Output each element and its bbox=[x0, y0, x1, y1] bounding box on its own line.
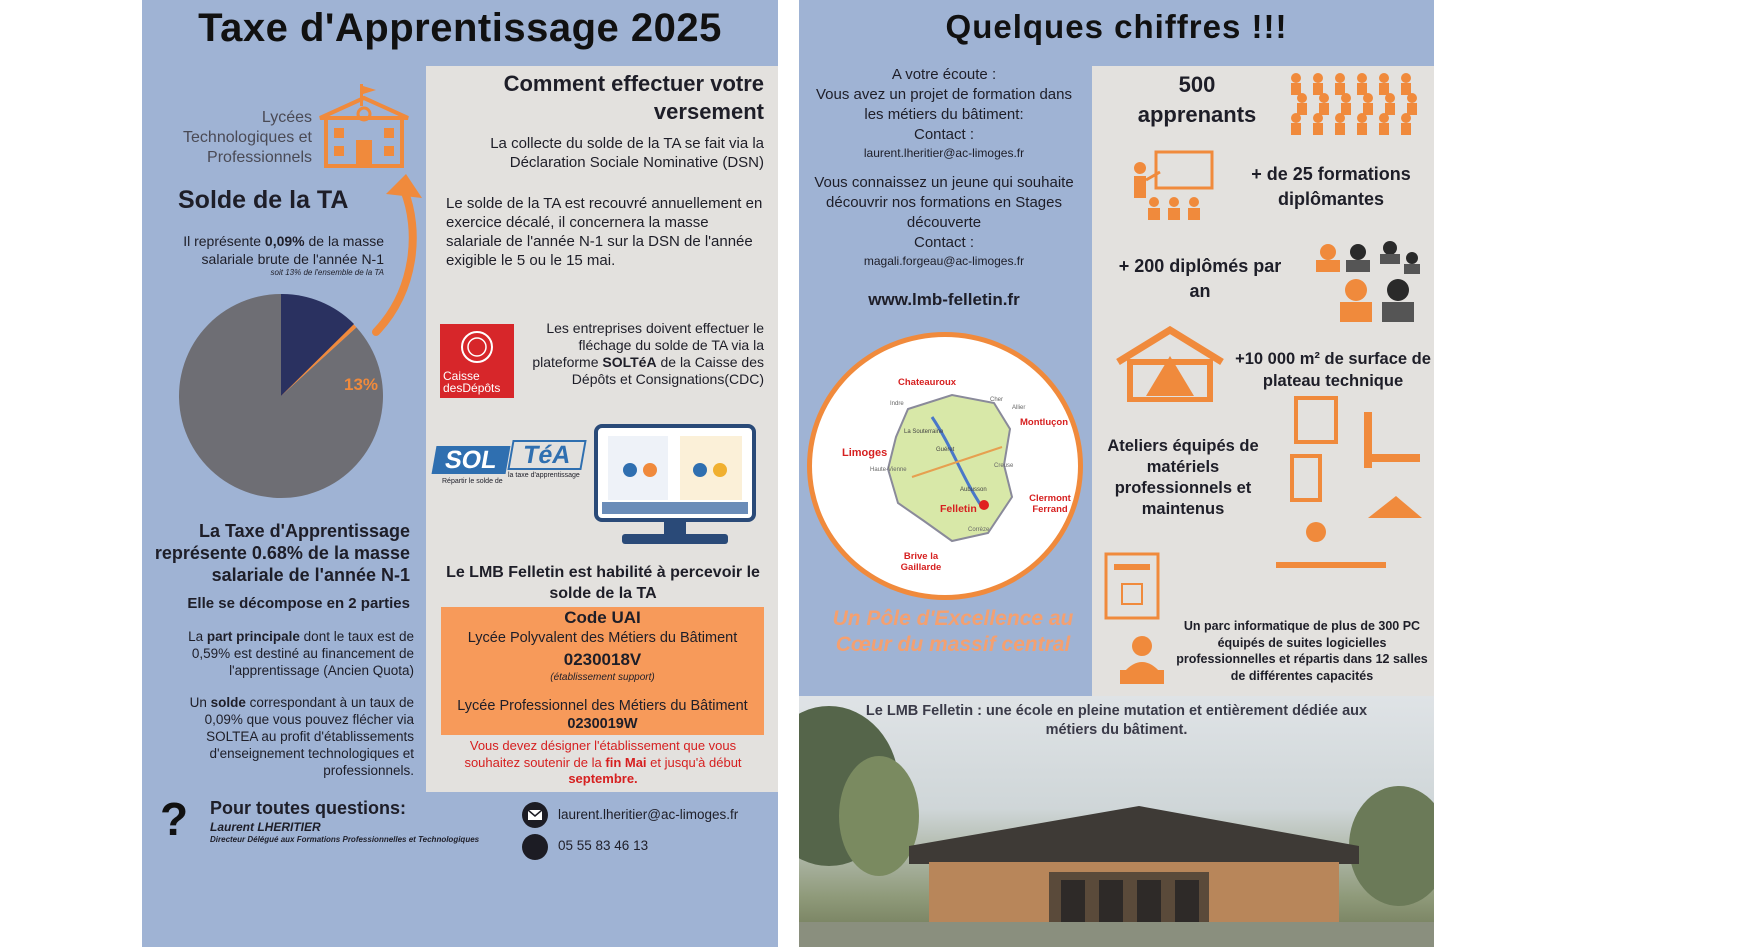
howto-p2: Le solde de la TA est recouvré annuellement en exercice décalé, il concernera la masse salariale de l'année N-1 sur la DSN de l'année exigible le 5 ou le 15 mai. bbox=[446, 195, 763, 269]
crowd-person-head bbox=[1401, 113, 1411, 123]
crowd-person-head bbox=[1319, 93, 1329, 103]
crowd-person-body bbox=[1297, 103, 1307, 115]
crowd-person-head bbox=[1379, 113, 1389, 123]
stat-diplomes: + 200 diplômés par an bbox=[1118, 256, 1282, 301]
contact-role: Directeur Délégué aux Formations Professionnelles et Technologiques bbox=[210, 835, 480, 844]
teacher-icon bbox=[1128, 150, 1216, 222]
uai-lycee1: Lycée Polyvalent des Métiers du Bâtiment bbox=[467, 630, 738, 646]
crowd-person-head bbox=[1313, 113, 1323, 123]
ecoute-text: A votre écoute : Vous avez un projet de formation dans les métiers du bâtiment: Contact : bbox=[816, 66, 1072, 143]
map-label-souterraine: La Souterraine bbox=[904, 429, 944, 435]
cdc-text: Les entreprises doivent effectuer le fléchage du solde de TA via la plateforme SOLTéA de la Caisse des Dépôts et Consignations(CDC) bbox=[532, 320, 764, 387]
crowd-person-body bbox=[1363, 103, 1373, 115]
graduates-icon bbox=[1310, 234, 1426, 324]
crowd-person-body bbox=[1341, 103, 1351, 115]
map-label-haute-vienne: Haute-Vienne bbox=[870, 467, 907, 473]
tools-icons bbox=[1276, 392, 1426, 578]
crowd-person-head bbox=[1379, 73, 1389, 83]
crowd-person-head bbox=[1291, 113, 1301, 123]
crowd-person-head bbox=[1357, 113, 1367, 123]
school-building-image bbox=[799, 696, 1434, 947]
crowd-person-body bbox=[1385, 103, 1395, 115]
stat-ateliers: Ateliers équipés de matériels professionnels et maintenus bbox=[1107, 437, 1259, 518]
right-title: Quelques chiffres !!! bbox=[945, 8, 1288, 45]
part1-text: La part principale dont le taux est de 0,59% est destiné au financement de l'apprentissage (Ancien Quota) bbox=[188, 629, 414, 678]
stat-surface: +10 000 m² de surface de plateau technique bbox=[1235, 350, 1431, 390]
crowd-person-body bbox=[1379, 83, 1389, 95]
crowd-person-head bbox=[1357, 73, 1367, 83]
stat-formations: + de 25 formations diplômantes bbox=[1251, 164, 1411, 209]
crowd-person-body bbox=[1407, 103, 1417, 115]
map-label-cher: Cher bbox=[990, 397, 1004, 403]
ta-heading: La Taxe d'Apprentissage représente 0.68% de la masse salariale de l'année N-1 bbox=[154, 521, 410, 585]
crowd-person-head bbox=[1401, 73, 1411, 83]
parts-heading: Elle se décompose en 2 parties bbox=[187, 595, 410, 612]
mutation-caption: Le LMB Felletin : une école en pleine mutation et entièrement dédiée aux métiers du bâtiment. bbox=[865, 703, 1368, 738]
howto-heading: Comment effectuer votre versement bbox=[503, 71, 764, 124]
crowd-person-head bbox=[1335, 113, 1345, 123]
uai-lycee2: Lycée Professionnel des Métiers du Bâtiment bbox=[457, 698, 748, 714]
crowd-person-body bbox=[1313, 83, 1323, 95]
map-label-allier: Allier bbox=[1012, 405, 1026, 411]
uai-code2: 0230019W bbox=[567, 716, 638, 732]
stat-apprenants: 500 apprenants bbox=[1137, 72, 1257, 127]
crowd-person-body bbox=[1319, 103, 1329, 115]
crowd-person-body bbox=[1401, 83, 1411, 95]
ta-pie-chart bbox=[176, 294, 386, 504]
questions-heading: Pour toutes questions: bbox=[210, 798, 407, 818]
part2-text: Un solde correspondant à un taux de 0,09% que vous pouvez flécher via SOLTEA au profit d'établissements d'enseignement technologiques et professionnels. bbox=[189, 695, 414, 778]
crowd-person-body bbox=[1291, 83, 1301, 95]
lmb-habilite: Le LMB Felletin est habilité à percevoir le solde de la TA bbox=[446, 564, 760, 602]
solde-note: soit 13% de l'ensemble de la TA bbox=[270, 268, 384, 277]
crowd-person-body bbox=[1313, 123, 1323, 135]
crowd-person-head bbox=[1313, 73, 1323, 83]
map-label-creuse: Creuse bbox=[994, 463, 1014, 469]
pie-label: 13% bbox=[344, 375, 379, 394]
crowd-person-body bbox=[1335, 83, 1345, 95]
solde-text: Il représente 0,09% de la masse salariale brute de l'année N-1 bbox=[183, 233, 384, 267]
crowd-person-head bbox=[1341, 93, 1351, 103]
caisse-des-depots-logo: Caisse desDépôts bbox=[440, 324, 514, 398]
construction-icon bbox=[1114, 326, 1226, 402]
lycees-label: Lycées Technologiques et Professionnels bbox=[183, 109, 312, 166]
crowd-person-head bbox=[1291, 73, 1301, 83]
solde-heading: Solde de la TA bbox=[178, 186, 349, 214]
email-icon bbox=[522, 802, 548, 828]
map-label-aubusson: Aubusson bbox=[960, 487, 987, 493]
left-title: Taxe d'Apprentissage 2025 bbox=[198, 6, 722, 50]
website[interactable]: www.lmb-felletin.fr bbox=[868, 290, 1020, 309]
jeune-text: Vous connaissez un jeune qui souhaite découvrir nos formations en Stages découverte Contact : bbox=[814, 174, 1074, 251]
crowd-person-body bbox=[1401, 123, 1411, 135]
map-label-indre: Indre bbox=[890, 401, 904, 407]
howto-p1: La collecte du solde de la TA se fait via la Déclaration Sociale Nominative (DSN) bbox=[490, 135, 764, 171]
contact-email[interactable]: laurent.lheritier@ac-limoges.fr bbox=[558, 807, 739, 822]
region-map bbox=[807, 332, 1083, 600]
map-label-gueret: Guéret bbox=[936, 447, 955, 453]
stat-parc: Un parc informatique de plus de 300 PC équipés de suites logicielles professionnelles et répartis dans 12 salles de différentes capacités bbox=[1176, 619, 1428, 683]
crowd-person-head bbox=[1335, 73, 1345, 83]
crowd-person-body bbox=[1335, 123, 1345, 135]
crowd-person-body bbox=[1357, 83, 1367, 95]
crowd-person-head bbox=[1297, 93, 1307, 103]
question-mark-icon: ? bbox=[160, 793, 189, 845]
crowd-person-head bbox=[1363, 93, 1373, 103]
map-label-correze: Corrèze bbox=[968, 527, 990, 533]
designer-text: Vous devez désigner l'établissement que vous souhaitez soutenir de la fin Mai et jusqu'à début septembre. bbox=[464, 738, 742, 786]
uai-code1: 0230018V bbox=[563, 650, 642, 669]
jeune-email[interactable]: magali.forgeau@ac-limoges.fr bbox=[863, 254, 1025, 268]
school-icon bbox=[316, 84, 412, 170]
map-city-brive: Brive la Gaillarde bbox=[900, 551, 942, 573]
crowd-person-body bbox=[1357, 123, 1367, 135]
crowd-person-body bbox=[1379, 123, 1389, 135]
computer-user-icon bbox=[1114, 630, 1170, 686]
contact-phone: 05 55 83 46 13 bbox=[558, 838, 649, 853]
crowd-icon bbox=[1288, 70, 1428, 142]
pole-text: Un Pôle d'Excellence au Cœur du massif central bbox=[832, 607, 1074, 656]
map-city-felletin: Felletin bbox=[940, 503, 977, 515]
crowd-person-body bbox=[1291, 123, 1301, 135]
phone-icon bbox=[522, 834, 548, 860]
contact-name: Laurent LHERITIER bbox=[210, 820, 321, 834]
crowd-person-head bbox=[1385, 93, 1395, 103]
3d-printer-icon bbox=[1102, 550, 1162, 622]
uai-heading: Code UAI bbox=[564, 608, 641, 627]
soltea-logo: SOL TéA Répartir le solde de la taxe d'apprentissage bbox=[434, 438, 586, 488]
ecoute-email[interactable]: laurent.lheritier@ac-limoges.fr bbox=[863, 146, 1025, 160]
map-city-chateauroux: Chateauroux bbox=[898, 377, 957, 388]
map-city-limoges: Limoges bbox=[842, 447, 888, 459]
monitor-icon bbox=[594, 424, 756, 548]
map-city-montlucon: Montluçon bbox=[1020, 417, 1069, 428]
uai-note1: (établissement support) bbox=[550, 672, 655, 683]
map-city-clermont: Clermont Ferrand bbox=[1029, 493, 1071, 515]
crowd-person-head bbox=[1407, 93, 1417, 103]
